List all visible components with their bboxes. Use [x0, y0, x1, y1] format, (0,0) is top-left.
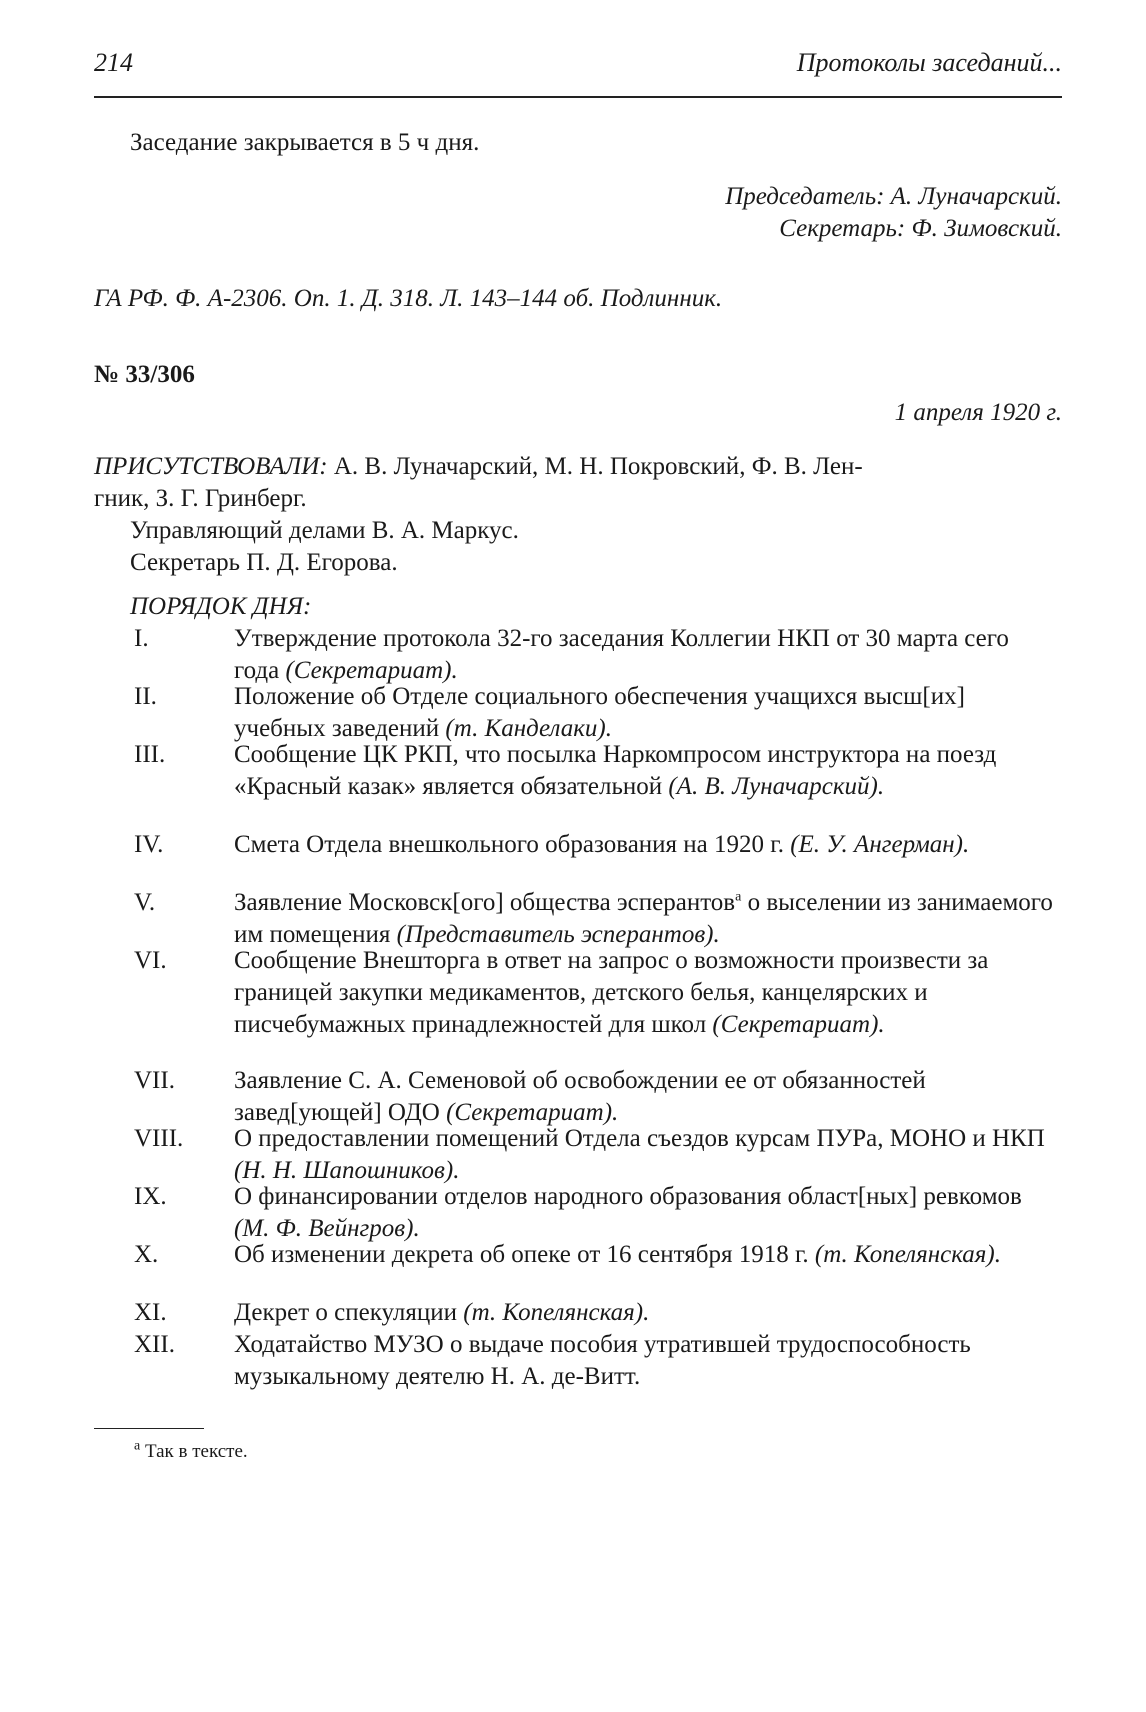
closing-text: Заседание закрывается в 5 ч дня.: [130, 129, 480, 156]
agenda-numeral: XII.: [134, 1331, 175, 1358]
agenda-item-text: Смета Отдела внешкольного образования на 1920 г.: [234, 831, 791, 858]
agenda-item: [234, 829, 1054, 861]
agenda-item-text: Сообщение Внешторга в ответ на запрос о возможности произвести за границей закупки медикаментов, детского белья, канцелярских и писчебумажных принадлежностей для школ: [234, 947, 989, 1038]
agenda-numeral: XI.: [134, 1299, 167, 1326]
secretary-signature: Секретарь: Ф. Зимовский.: [779, 215, 1062, 242]
agenda-numeral: I.: [134, 625, 149, 652]
agenda-item-text: Заявление Московск[ого] общества эсперантов: [234, 889, 736, 916]
agenda-heading: ПОРЯДОК ДНЯ:: [130, 593, 312, 620]
attendees-names: А. В. Луначарский, М. Н. Покровский, Ф. В. Лен-: [327, 453, 863, 480]
agenda-item-speaker: (Н. Н. Шапошников).: [234, 1157, 460, 1184]
agenda-numeral: VI.: [134, 947, 167, 974]
agenda-item-text: о выселении из занимаемого им помещения: [234, 889, 1053, 948]
running-title: Протоколы заседаний...: [796, 48, 1062, 77]
attendees-label: ПРИСУТСТВОВАЛИ:: [94, 453, 328, 480]
manager-line: Управляющий делами В. А. Маркус.: [130, 517, 519, 544]
agenda-item: [234, 1181, 1054, 1245]
agenda-item: [234, 1065, 1054, 1129]
agenda-item: [234, 1239, 1054, 1271]
running-header: [94, 48, 1062, 98]
agenda-item-text: Положение об Отделе социального обеспечения учащихся высш[их] учебных заведений: [234, 683, 965, 742]
agenda-item: [234, 887, 1054, 951]
footnote-mark: а: [134, 1438, 141, 1454]
footnote: [134, 1440, 248, 1464]
footnote-rule: [94, 1428, 204, 1429]
page-number: 214: [94, 48, 133, 77]
agenda-item-text: О финансировании отделов народного образования област[ных] ревкомов: [234, 1183, 1022, 1210]
agenda-item-speaker: (т. Копелянская).: [814, 1241, 1001, 1268]
agenda-item: [234, 945, 1054, 1041]
archive-reference: ГА РФ. Ф. А-2306. Оп. 1. Д. 318. Л. 143–144 об. Подлинник.: [94, 285, 723, 312]
agenda-numeral: V.: [134, 889, 156, 916]
agenda-item: [234, 681, 1054, 745]
agenda-numeral: X.: [134, 1241, 159, 1268]
agenda-item-speaker: (Секретариат).: [712, 1011, 885, 1038]
agenda-numeral: II.: [134, 683, 157, 710]
agenda-item: [234, 623, 1054, 687]
agenda-numeral: IV.: [134, 831, 164, 858]
agenda-numeral: IX.: [134, 1183, 167, 1210]
agenda-item: [234, 1329, 1054, 1393]
protocol-number: № 33/306: [94, 361, 195, 388]
agenda-item: [234, 739, 1054, 803]
agenda-item-text: Сообщение ЦК РКП, что посылка Наркомпросом инструктора на поезд «Красный казак» является обязательной: [234, 741, 997, 800]
footnote-text: Так в тексте.: [140, 1441, 248, 1462]
agenda-item-speaker: (т. Копелянская).: [463, 1299, 650, 1326]
chair-signature: Председатель: А. Луначарский.: [725, 183, 1062, 210]
agenda-item: [234, 1123, 1054, 1187]
footnote-marker: а: [735, 889, 742, 905]
agenda-item-speaker: (М. Ф. Вейнгров).: [234, 1215, 420, 1242]
agenda-item-text: Ходатайство МУЗО о выдаче пособия утратившей трудоспособность музыкальному деятелю Н. А. де-Витт.: [234, 1331, 971, 1390]
agenda-item-speaker: (А. В. Луначарский).: [668, 773, 885, 800]
agenda-item-speaker: (Секретариат).: [446, 1099, 619, 1126]
agenda-numeral: VII.: [134, 1067, 175, 1094]
protocol-date: 1 апреля 1920 г.: [894, 399, 1062, 426]
secretary-line: Секретарь П. Д. Егорова.: [130, 549, 398, 576]
agenda-item-text: О предоставлении помещений Отдела съездов курсам ПУРа, МОНО и НКП: [234, 1125, 1045, 1152]
agenda-item-speaker: (т. Канделаки).: [445, 715, 613, 742]
agenda-item-speaker: (Секретариат).: [285, 657, 458, 684]
attendees-line-1: [94, 452, 863, 482]
agenda-item-speaker: (Представитель эсперантов).: [396, 921, 720, 948]
agenda-item-text: Декрет о спекуляции: [234, 1299, 464, 1326]
agenda-item-text: Об изменении декрета об опеке от 16 сентября 1918 г.: [234, 1241, 815, 1268]
agenda-numeral: VIII.: [134, 1125, 184, 1152]
attendees-line-2: гник, З. Г. Гринберг.: [94, 485, 307, 512]
agenda-item-speaker: (Е. У. Ангерман).: [790, 831, 970, 858]
agenda-item: [234, 1297, 1054, 1329]
agenda-item-text: Утверждение протокола 32-го заседания Коллегии НКП от 30 марта сего года: [234, 625, 1009, 684]
agenda-item-text: Заявление С. А. Семеновой об освобождении ее от обязанностей завед[ующей] ОДО: [234, 1067, 926, 1126]
agenda-numeral: III.: [134, 741, 166, 768]
